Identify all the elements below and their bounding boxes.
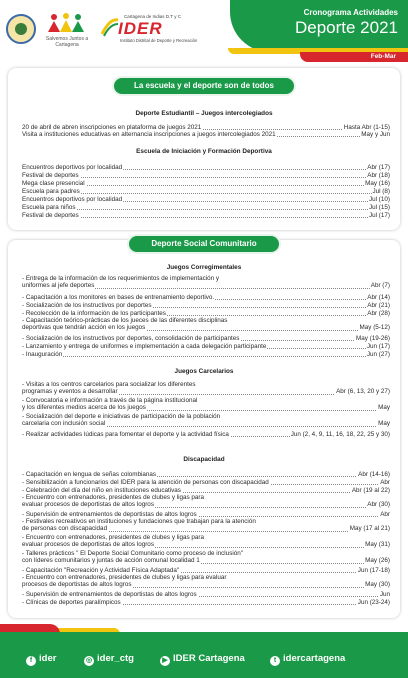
ider-logo-bottom-text: Instituto Distrital de Deporte y Recreación — [120, 38, 198, 43]
period-label: Feb-Mar — [370, 53, 396, 60]
youtube-icon: ▶ — [160, 656, 170, 666]
list-item: - Encuentro con entrenadores, presidentes de clubes y ligas para evaluar procesos de deportistas de altos logros May (31) — [22, 534, 390, 548]
list-item: - Visitas a los centros carcelarios para socializar los diferentes programas y eventos a desarrollar Abr (6, 13, 20 y 27) — [22, 381, 390, 395]
list-item: - Talleres prácticos " El Deporte Social Comunitario como proceso de inclusión" con líderes comunitarios y juntas de acción comunal localidad 1 May (26) — [22, 550, 390, 564]
ider-swoosh-icon — [100, 16, 120, 38]
salvemos-juntos-logo — [46, 12, 86, 34]
salvemos-juntos-text: Salvemos Juntos a Cartagena — [45, 36, 89, 48]
youtube-handle: IDER Cartagena — [173, 653, 245, 664]
subsection-title-corregimentales: Juegos Corregimentales — [166, 264, 242, 271]
subsection-title-intercolegiados: Deporte Estudiantil – Juegos intercolegiados — [135, 110, 273, 117]
page-title: Deporte 2021 — [294, 18, 398, 37]
facebook-handle: ider — [39, 653, 57, 664]
card-social-sports: Deporte Social Comunitario Juegos Corregimentales - Entrega de la información de los requerimientos de implementación y uniformes al jefe deportes Abr (7) - Capacitación a los monitores en bases de entrenamiento deportivo. Abr (14) - Socialización de los instructivos por deportes Abr (21) - Recolección de la información de los participantes Abr (28) - Capacitación teórico-prácticas de los jueces de las diferentes disciplinas deportivas que tendrán acción en los juegos May (5-12) - Socialización de los instructivos por deportes, consolidación de participantes May (19-26) - Lanzamiento y entrega de uniformes e implementación a cada delegación participante Jun (17) - Inauguración Jun (27) Juegos Carcelarios - Visitas a los centros carcelarios para socializar los diferentes programas y eventos a desarrollar Abr (6, 13, 20 y 27) - Convocatoria e información a través de la página institucional y los diferentes medios acerca de los juegos May - Socialización del deporte e iniciativas de participación de la población carcelaria con inclusión social May - Realizar actividades lúdicas para fomentar el deporte y la actividad física Jun (2, 4, 9, 11, 16, 18, 22, 25 y 30) Discapacidad - Capacitación en lengua de señas colombianas Abr (14-16) - Sensibilización a funcionarios del IDER para la atención de personas con discapacidad Abr - Celebración del día del niño en instituciones educativas Abr (19 al 22) - Encuentro con entrenadores, presidentes de clubes y ligas para evaluar procesos de deportistas de altos logros Abr (30) - Supervisión de entrenamientos de deportistas de altos logros Abr - Festivales recreativos en instituciones y fundaciones que trabajan para la atención de personas con discapacidad May (17 al 21) - Encuentro con entrenadores, presidentes de clubes y ligas para evaluar procesos de deportistas de altos logros May (31) - Talleres prácticos " El Deporte Social Comunitario como proceso de inclusión" con líderes comunitarios y juntas de acción comunal localidad 1 May (26) - Capacitación "Recreación y Actividad Física Adaptada" Jun (17-18) - Encuentro con entrenadores, presidentes de clubes y ligas para evaluar procesos de deportistas de altos logros May (30) - Supervisión de entrenamientos de deportistas de altos logros Jun - Clínicas de deportes paralímpicos Jun (23-24) — [8, 240, 400, 618]
list-item: - Entrega de la información de los requerimientos de implementación y uniformes al jefe deportes Abr (7) — [22, 275, 390, 289]
youtube-link[interactable] — [160, 653, 245, 666]
cartagena-seal-logo — [6, 14, 36, 44]
list-item: - Convocatoria e información a través de la página institucional y los diferentes medios acerca de los juegos May — [22, 397, 390, 411]
ider-logo-top-text: Cartagena de Indias D.T y C — [124, 14, 181, 19]
list-item: - Encuentro con entrenadores, presidentes de clubes y ligas para evaluar procesos de deportistas de altos logros Abr (30) — [22, 494, 390, 508]
section-pill-school-sports: La escuela y el deporte son de todos — [114, 78, 294, 94]
subsection-title-escuela: Escuela de Iniciación y Formación Deportiva — [136, 148, 272, 155]
ider-logo-word: IDER — [118, 19, 163, 38]
twitter-link[interactable] — [270, 653, 345, 666]
list-item: - Capacitación teórico-prácticas de los jueces de las diferentes disciplinas deportivas que tendrán acción en los juegos May (5-12) — [22, 317, 390, 331]
twitter-icon: t — [270, 656, 280, 666]
list-item: - Festivales recreativos en instituciones y fundaciones que trabajan para la atención de personas con discapacidad May (17 al 21) — [22, 518, 390, 532]
section-pill-social-sports: Deporte Social Comunitario — [129, 236, 279, 252]
list-item: - Socialización del deporte e iniciativas de participación de la población carcelaria con inclusión social May — [22, 413, 390, 427]
instagram-link[interactable] — [84, 653, 134, 666]
twitter-handle: idercartagena — [283, 653, 346, 664]
page-header — [0, 0, 408, 60]
facebook-link[interactable] — [26, 653, 56, 666]
subsection-title-carcelarios: Juegos Carcelarios — [174, 368, 234, 375]
facebook-icon: f — [26, 656, 36, 666]
subsection-title-discapacidad: Discapacidad — [183, 456, 225, 463]
card-school-sports: La escuela y el deporte son de todos Deporte Estudiantil – Juegos intercolegiados 20 de abril de abren inscripciones en plataforma de juegos 2021 Hasta Abr (1-15) Visita a instituciones educativas en alternancia inscripciones a juegos intercolegiados 2021 May y Jun Escuela de Iniciación y Formación Deportiva Encuentros deportivos por localidad Abr (17) Festival de deportes Abr (18) Mega clase presencial May (16) Escuela para padres Jul (8) Encuentros deportivos por localidad Jul (10) Escuela para niños Jul (15) Festival de deportes Jul (17) — [8, 68, 400, 230]
instagram-handle: ider_ctg — [97, 653, 134, 664]
header-subtitle: Cronograma Actividades — [303, 8, 398, 17]
instagram-icon: ◎ — [85, 657, 93, 664]
list-item: - Encuentro con entrenadores, presidentes de clubes y ligas para evaluar procesos de deportistas de altos logros May (30) — [22, 574, 390, 588]
